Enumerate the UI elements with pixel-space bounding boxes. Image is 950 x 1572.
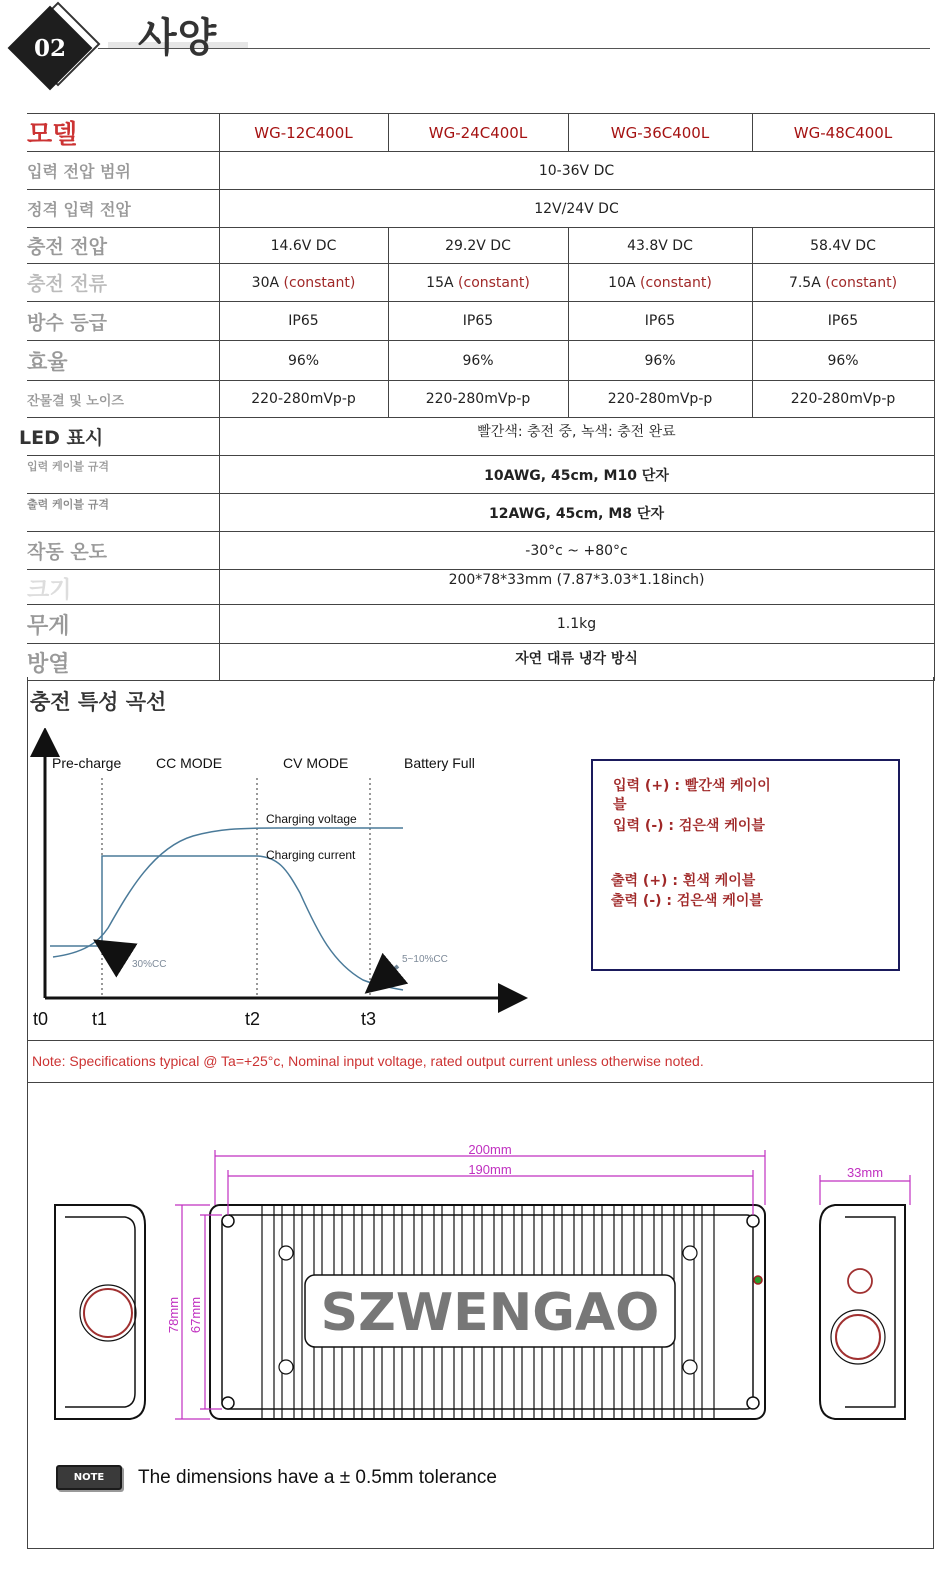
curve-title: 충전 특성 곡선 [30, 690, 167, 714]
row-value: 12AWG, 45cm, M8 단자 [219, 494, 934, 532]
wire-input-positive: 입력 (+) : 빨간색 케이이 [613, 778, 771, 794]
table-row [27, 456, 934, 494]
cell: 96% [752, 341, 934, 381]
dim-hole-spacing: 190mm [468, 1162, 512, 1177]
cell: 7.5A (constant) [752, 264, 934, 302]
table-row [27, 494, 934, 532]
section-header [0, 0, 950, 95]
row-label: 작동 온도 [27, 532, 219, 570]
row-label: 잔물결 및 노이즈 [27, 381, 219, 418]
wire-input-positive-wrap: 블 [613, 797, 627, 813]
table-row [27, 644, 934, 681]
table-row [27, 605, 934, 644]
row-label: 방수 등급 [27, 302, 219, 341]
dim-depth: 33mm [846, 1165, 884, 1180]
voltage-label: Charging voltage [266, 812, 357, 826]
table-row [27, 418, 934, 456]
tick-t3: t3 [361, 1009, 377, 1029]
spec-table [19, 113, 935, 681]
table-row [27, 152, 934, 190]
wire-input-negative: 입력 (-) : 검은색 케이블 [613, 818, 765, 834]
cc510-arrow [380, 966, 398, 981]
row-label: 효율 [27, 341, 219, 381]
section-number: 02 [33, 35, 66, 62]
tick-t2: t2 [245, 1009, 261, 1029]
tolerance-text: The dimensions have a ± 0.5mm tolerance [138, 1467, 497, 1488]
table-row [27, 114, 934, 152]
header-divider [98, 48, 930, 49]
phase-precharge: Pre-charge [52, 755, 122, 771]
wire-output-negative: 출력 (-) : 검은색 케이블 [611, 893, 763, 909]
table-row [27, 570, 934, 605]
cell: 29.2V DC [388, 228, 568, 264]
cell: IP65 [388, 302, 568, 341]
table-row [27, 381, 934, 418]
phase-full: Battery Full [404, 755, 475, 771]
phase-cc: CC MODE [156, 755, 223, 771]
table-row [27, 302, 934, 341]
cc30-label: 30%CC [132, 959, 167, 970]
cell: IP65 [219, 302, 388, 341]
brand-logo: SZWENGAO [320, 1283, 660, 1343]
spec-note: Note: Specifications typical @ Ta=+25°c, Nominal input voltage, rated output current unless otherwise noted. [32, 1053, 704, 1069]
row-label: 충전 전류 [27, 264, 219, 302]
note-badge: NOTE [56, 1465, 122, 1490]
table-row [27, 264, 934, 302]
cc30-arrow [110, 950, 126, 960]
cell: 15A (constant) [388, 264, 568, 302]
cell: 10A (constant) [568, 264, 752, 302]
row-value: -30°c ~ +80°c [219, 532, 934, 570]
row-value: 1.1kg [219, 605, 934, 644]
cell: IP65 [752, 302, 934, 341]
table-row [27, 532, 934, 570]
cell: 96% [388, 341, 568, 381]
cell: 220-280mVp-p [388, 381, 568, 418]
current-curve [50, 856, 403, 990]
table-row [27, 190, 934, 228]
row-label: 정격 입력 전압 [27, 190, 219, 228]
model-cell: WG-12C400L [219, 114, 388, 152]
dim-height: 78mm [166, 1296, 181, 1334]
charging-curve-diagram [28, 728, 528, 1033]
tick-t1: t1 [92, 1009, 108, 1029]
table-row [27, 228, 934, 264]
left-end-view [55, 1205, 145, 1419]
section-number-badge [8, 6, 92, 90]
row-value: 빨간색: 충전 중, 녹색: 충전 완료 [219, 418, 934, 456]
cell: 43.8V DC [568, 228, 752, 264]
dim-length: 200mm [468, 1142, 512, 1157]
row-value: 자연 대류 냉각 방식 [219, 644, 934, 681]
row-label: LED 표시 [27, 418, 219, 456]
row-label: 입력 전압 범위 [27, 152, 219, 190]
cell: 30A (constant) [219, 264, 388, 302]
cell: 220-280mVp-p [568, 381, 752, 418]
row-label: 무게 [27, 605, 219, 644]
row-label: 방열 [27, 644, 219, 681]
table-row [27, 341, 934, 381]
model-cell: WG-48C400L [752, 114, 934, 152]
cell: 220-280mVp-p [752, 381, 934, 418]
cell: 96% [568, 341, 752, 381]
row-value: 10AWG, 45cm, M10 단자 [219, 456, 934, 494]
model-cell: WG-36C400L [568, 114, 752, 152]
wire-output-positive: 출력 (+) : 흰색 케이블 [611, 873, 756, 889]
right-end-view [820, 1205, 905, 1419]
cell: 58.4V DC [752, 228, 934, 264]
dim-inner-height: 67mm [188, 1296, 203, 1334]
tick-t0: t0 [33, 1009, 49, 1029]
cell: 220-280mVp-p [219, 381, 388, 418]
main-housing-view [210, 1205, 765, 1419]
row-label: 크기 [27, 570, 219, 605]
row-value: 12V/24V DC [219, 190, 934, 228]
row-value: 200*78*33mm (7.87*3.03*1.18inch) [219, 570, 934, 605]
row-label: 충전 전압 [27, 228, 219, 264]
model-cell: WG-24C400L [388, 114, 568, 152]
section-title: 사양 [138, 15, 218, 61]
model-label: 모델 [27, 114, 219, 152]
cell: IP65 [568, 302, 752, 341]
phase-cv: CV MODE [283, 755, 349, 771]
row-label: 출력 케이블 규격 [27, 494, 219, 532]
row-label: 입력 케이블 규격 [27, 456, 219, 494]
cell: 96% [219, 341, 388, 381]
wire-color-legend [591, 759, 900, 971]
dimension-drawing [50, 1135, 920, 1430]
cell: 14.6V DC [219, 228, 388, 264]
row-value: 10-36V DC [219, 152, 934, 190]
current-label: Charging current [266, 848, 356, 862]
cc510-label: 5~10%CC [402, 954, 448, 965]
